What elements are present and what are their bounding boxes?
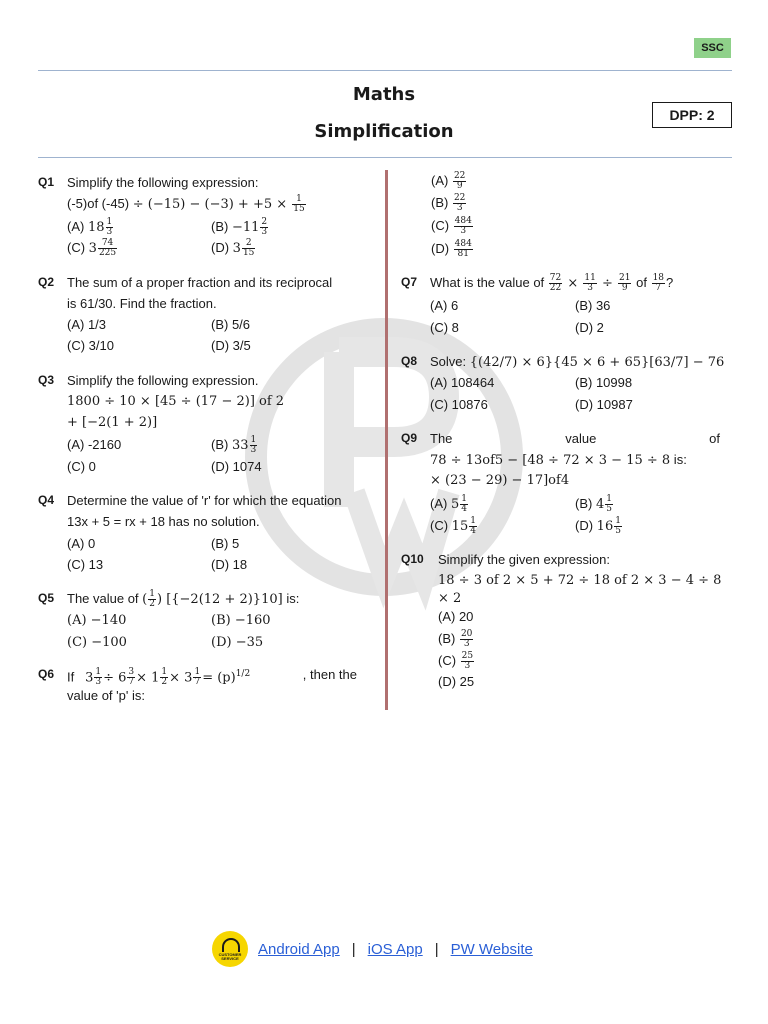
question-2 [38,272,368,360]
question-number: Q5 [38,591,55,605]
question-number: Q3 [38,373,55,387]
ios-app-link[interactable]: iOS App [367,940,423,958]
question-text: What is the value of $\frac{72}{22}$ × $\frac{11}{3}$ ÷ $\frac{21}{9}$ of $\frac{18}{7}$ ? [430,273,674,294]
option-d[interactable]: (D) $\frac{484}{81}$ [431,239,472,260]
question-text: is 61/30. Find the fraction. [67,296,217,311]
option-b[interactable]: (B) 4 $\frac{1}{5}$ [575,494,612,515]
question-number: Q6 [38,667,55,681]
option-a[interactable]: (A) −140 [67,613,127,628]
question-number: Q4 [38,493,55,507]
option-b[interactable]: (B) 5/6 [211,317,251,332]
expression: 1800 ÷ 10 × [45 ÷ (17 − 2)] of 2 [67,394,285,409]
expression: 18 ÷ 3 of 2 × 5 + 72 ÷ 18 of 2 × 3 − 4 ÷ 8 [438,573,722,588]
option-c[interactable]: (C) 10876 [430,397,488,412]
android-app-link[interactable]: Android App [258,940,340,958]
footer-links [212,930,533,968]
question-8 [401,351,731,417]
header-divider-bottom [38,157,732,158]
question-text: The sum of a proper fraction and its reciprocal [67,275,333,290]
question-number: Q10 [401,552,424,566]
option-d[interactable]: (D) 10987 [575,397,633,412]
question-text: If 3 $\frac{1}{3}$ ÷ 6 $\frac{3}{7}$ × 1 $\frac{1}{2}$ × 3 $\frac{1}{7}$ = $(p)^{1/2}$ , then the [67,667,357,688]
question-9 [401,428,731,540]
option-d[interactable]: (D) 25 [438,674,475,689]
question-text: Simplify the following expression. [67,373,259,388]
dpp-box: DPP: 2 [652,102,732,128]
expression: (-5)of (-45) ÷ (−15) − (−3) + +5 × $\frac{1}{15}$ [67,194,305,215]
option-c[interactable]: (C) 3 $\frac{74}{225}$ [67,238,117,259]
option-a[interactable]: (A) 1/3 [67,317,107,332]
option-d[interactable]: (D) 1074 [211,459,262,474]
option-a[interactable]: (A) 20 [438,609,474,624]
option-c[interactable]: (C) 13 [67,557,104,572]
header-divider-top [38,70,732,71]
expression: × 2 [438,591,462,606]
option-c[interactable]: (C) 0 [67,459,96,474]
question-4 [38,490,368,578]
question-6-options [431,170,551,262]
option-a[interactable]: (A) -2160 [67,437,122,452]
option-d[interactable]: (D) 3 $\frac{2}{15}$ [211,238,255,259]
question-text: Determine the value of 'r' for which the equation [67,493,342,508]
option-c[interactable]: (C) $\frac{25}{3}$ [438,651,474,672]
option-b[interactable]: (B) 36 [575,298,611,313]
expression: 78 ÷ 13of5 − [48 ÷ 72 × 3 − 15 ÷ 8 is: [430,452,687,468]
option-d[interactable]: (D) −35 [211,635,264,650]
column-divider [385,170,388,710]
question-number: Q8 [401,354,418,368]
option-b[interactable]: (B) $\frac{22}{3}$ [431,193,466,214]
option-a[interactable]: (A) $\frac{22}{9}$ [431,171,466,192]
option-a[interactable]: (A) 0 [67,536,96,551]
option-d[interactable]: (D) 3/5 [211,338,251,353]
option-a[interactable]: (A) 5 $\frac{1}{4}$ [430,494,467,515]
option-b[interactable]: (B) −160 [211,613,271,628]
expression: × (23 − 29) − 17]of4 [430,473,570,488]
question-10 [401,549,731,693]
option-c[interactable]: (C) 15 $\frac{1}{4}$ [430,516,476,537]
question-text: The value of [430,431,720,446]
customer-service-logo: CUSTOMER SERVICE [212,931,248,967]
question-number: Q7 [401,275,418,289]
option-b[interactable]: (B) $\frac{20}{3}$ [438,629,473,650]
question-number: Q2 [38,275,55,289]
option-c[interactable]: (C) 3/10 [67,338,114,353]
question-text: value of 'p' is: [67,688,145,703]
option-a[interactable]: (A) 108464 [430,375,495,390]
option-d[interactable]: (D) 18 [211,557,248,572]
question-text: 13x + 5 = rx + 18 has no solution. [67,514,260,529]
question-6 [38,664,368,708]
option-d[interactable]: (D) 16 $\frac{1}{5}$ [575,516,621,537]
separator: | [351,940,356,958]
option-a[interactable]: (A) 18 $\frac{1}{3}$ [67,217,113,238]
option-c[interactable]: (C) $\frac{484}{3}$ [431,216,472,237]
option-c[interactable]: (C) 8 [430,320,459,335]
question-text: The value of ( $\frac{1}{2}$ ) [{−2(12 + 2)}10] is: [67,589,300,610]
question-number: Q9 [401,431,418,445]
question-7 [401,272,731,340]
ssc-badge: SSC [694,38,731,58]
topic-title: Simplification [314,121,454,142]
question-text: Simplify the following expression: [67,175,259,190]
option-b[interactable]: (B) 10998 [575,375,633,390]
option-a[interactable]: (A) 6 [430,298,459,313]
question-text: Simplify the given expression: [438,552,610,567]
question-1 [38,172,368,264]
option-b[interactable]: (B) 33 $\frac{1}{3}$ [211,435,257,456]
option-b[interactable]: (B) 5 [211,536,240,551]
option-c[interactable]: (C) −100 [67,635,127,650]
question-5 [38,588,368,656]
question-number: Q1 [38,175,55,189]
separator: | [434,940,439,958]
option-d[interactable]: (D) 2 [575,320,604,335]
option-b[interactable]: (B) −11 $\frac{2}{3}$ [211,217,268,238]
expression: + [−2(1 + 2)] [67,415,158,430]
question-text: Solve: {(42/7) × 6}{45 × 6 + 65}[63/7] − 76 [430,354,725,370]
question-3 [38,370,368,480]
subject-title: Maths [352,84,416,105]
pw-website-link[interactable]: PW Website [450,940,533,958]
headset-icon [222,938,240,952]
